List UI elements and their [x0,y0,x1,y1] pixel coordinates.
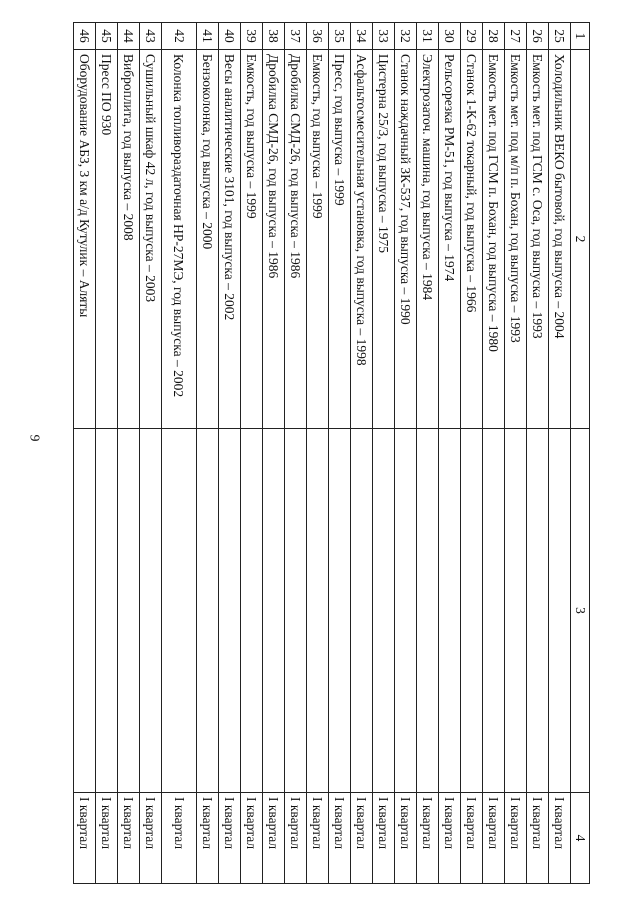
row-number: 42 [162,23,197,50]
item-name: Холодильник ВЕКО бытовой, год выпуска – 2004 [549,50,571,429]
table-row [241,23,263,884]
table-row [483,23,505,884]
table-row [140,23,162,884]
item-name: Цистерна 25/3, год выпуска – 1975 [373,50,395,429]
table-row [219,23,241,884]
col3-cell [285,429,307,793]
col3-cell [461,429,483,793]
col3-cell [162,429,197,793]
period-cell: I квартал [140,793,162,884]
header-col-4: 4 [571,793,590,884]
item-name: Сушильный шкаф 42 л, год выпуска – 2003 [140,50,162,429]
period-cell: I квартал [329,793,351,884]
item-name: Емкость мет. под м/п п. Бохан, год выпуска – 1993 [505,50,527,429]
period-cell: I квартал [285,793,307,884]
period-cell: I квартал [96,793,118,884]
rotated-sheet [0,10,590,915]
item-name: Емкость мет. под ГСМ п. Бохан, год выпуска – 1980 [483,50,505,429]
row-number: 40 [219,23,241,50]
item-name: Асфальтосмесительная установка, год выпуска – 1998 [351,50,373,429]
table-row [307,23,329,884]
header-col-2: 2 [571,50,590,429]
period-cell: I квартал [505,793,527,884]
item-name: Рельсорезка РМ-51, год выпуска – 1974 [439,50,461,429]
item-name: Оборудование АБЗ, 3 км а/д Кутулик – Аляты [74,50,96,429]
item-name: Станок 1-К-62 токарный, год выпуска – 1966 [461,50,483,429]
table-row [549,23,571,884]
row-number: 29 [461,23,483,50]
header-col-1: 1 [571,23,590,50]
col3-cell [351,429,373,793]
col3-cell [96,429,118,793]
period-cell: I квартал [118,793,140,884]
item-name: Емкость, год выпуска – 1999 [307,50,329,429]
table-row [373,23,395,884]
period-cell: I квартал [263,793,285,884]
table-row [505,23,527,884]
table-row [285,23,307,884]
period-cell: I квартал [373,793,395,884]
row-number: 44 [118,23,140,50]
table-row [96,23,118,884]
period-cell: I квартал [527,793,549,884]
row-number: 38 [263,23,285,50]
period-cell: I квартал [439,793,461,884]
table-row [74,23,96,884]
col3-cell [549,429,571,793]
period-cell: I квартал [219,793,241,884]
item-name: Пресс, год выпуска – 1999 [329,50,351,429]
row-number: 41 [197,23,219,50]
col3-cell [118,429,140,793]
item-name: Емкость мет. под ГСМ с. Оса, год выпуска – 1993 [527,50,549,429]
item-name: Дробилка СМД-26, год выпуска – 1986 [263,50,285,429]
table-body [74,23,571,884]
header-row [571,23,590,884]
table-row [527,23,549,884]
row-number: 26 [527,23,549,50]
col3-cell [417,429,439,793]
item-name: Станок наждачный ЗК-537, год выпуска – 1990 [395,50,417,429]
row-number: 39 [241,23,263,50]
table-row [417,23,439,884]
row-number: 27 [505,23,527,50]
col3-cell [263,429,285,793]
period-cell: I квартал [74,793,96,884]
period-cell: I квартал [461,793,483,884]
col3-cell [439,429,461,793]
col3-cell [307,429,329,793]
col3-cell [241,429,263,793]
period-cell: I квартал [197,793,219,884]
item-name: Колонка топливораздаточная НР-27МЭ, год выпуска – 2002 [162,50,197,429]
col3-cell [527,429,549,793]
item-name: Емкость, год выпуска – 1999 [241,50,263,429]
period-cell: I квартал [549,793,571,884]
row-number: 32 [395,23,417,50]
table-row [351,23,373,884]
col3-cell [329,429,351,793]
item-name: Дробилка СМД-26, год выпуска – 1986 [285,50,307,429]
row-number: 37 [285,23,307,50]
col3-cell [140,429,162,793]
row-number: 43 [140,23,162,50]
col3-cell [483,429,505,793]
row-number: 36 [307,23,329,50]
item-name: Электрозаточ. машина, год выпуска – 1984 [417,50,439,429]
col3-cell [505,429,527,793]
col3-cell [197,429,219,793]
table-row [461,23,483,884]
period-cell: I квартал [395,793,417,884]
table-row [329,23,351,884]
page-number: 9 [26,434,42,442]
table-row [263,23,285,884]
row-number: 30 [439,23,461,50]
period-cell: I квартал [307,793,329,884]
col3-cell [219,429,241,793]
item-name: Весы аналитические 3101, год выпуска – 2002 [219,50,241,429]
period-cell: I квартал [351,793,373,884]
table-row [197,23,219,884]
item-name: Виброплита, год выпуска – 2008 [118,50,140,429]
period-cell: I квартал [417,793,439,884]
table-row [118,23,140,884]
table-row [439,23,461,884]
table-row [395,23,417,884]
col3-cell [74,429,96,793]
header-col-3: 3 [571,429,590,793]
table-row [162,23,197,884]
item-name: Бензоколонка, год выпуска – 2000 [197,50,219,429]
row-number: 45 [96,23,118,50]
col3-cell [395,429,417,793]
row-number: 25 [549,23,571,50]
equipment-table [73,22,590,884]
row-number: 28 [483,23,505,50]
row-number: 31 [417,23,439,50]
period-cell: I квартал [241,793,263,884]
item-name: Пресс ПО 930 [96,50,118,429]
row-number: 34 [351,23,373,50]
row-number: 33 [373,23,395,50]
period-cell: I квартал [162,793,197,884]
col3-cell [373,429,395,793]
period-cell: I квартал [483,793,505,884]
row-number: 35 [329,23,351,50]
row-number: 46 [74,23,96,50]
